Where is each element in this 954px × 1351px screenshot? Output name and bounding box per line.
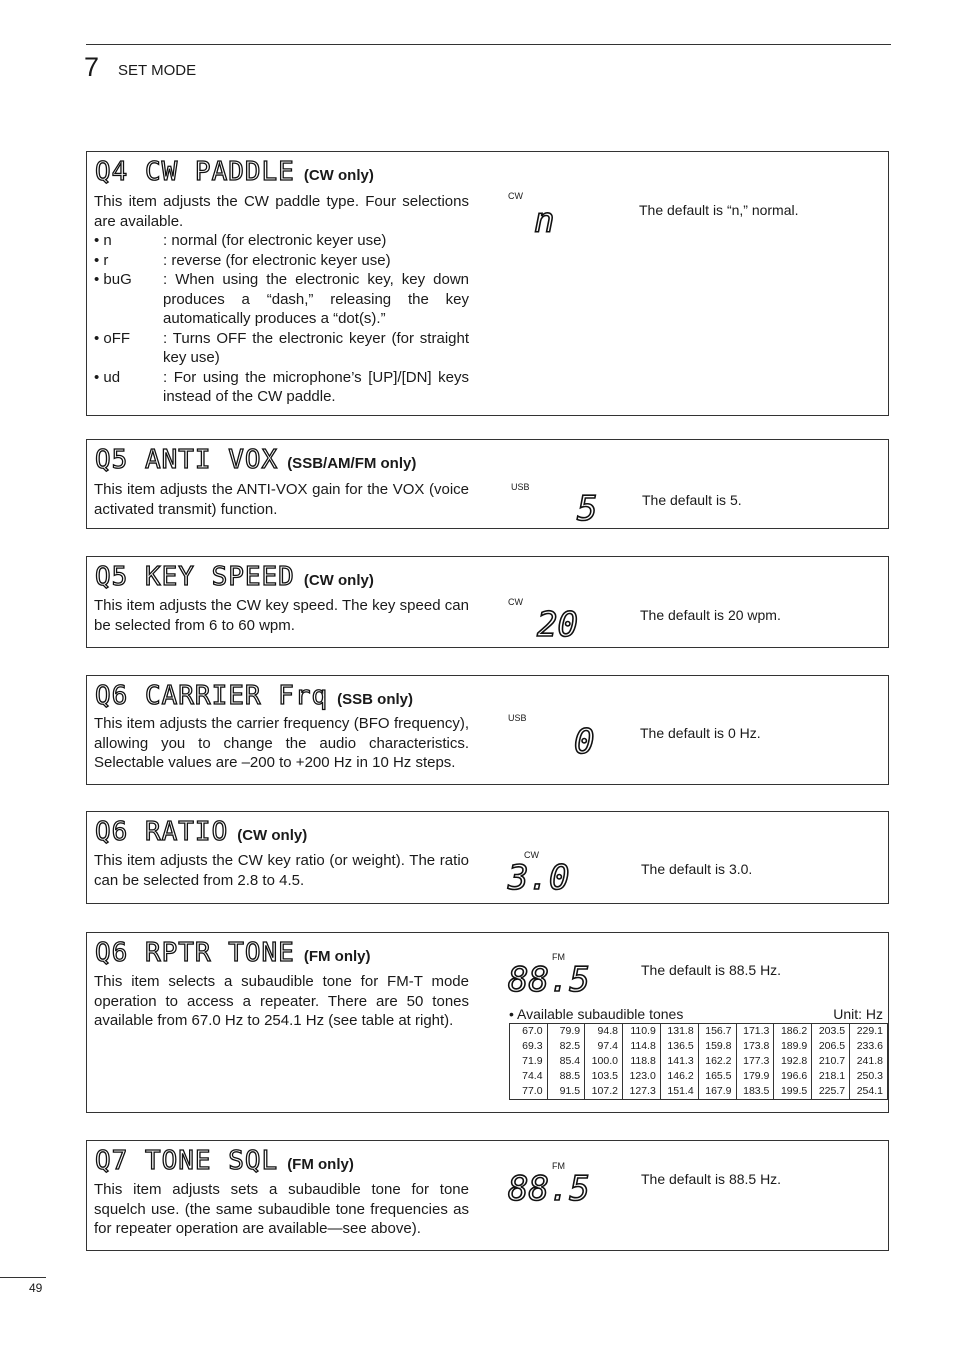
tone-value: 110.9 — [630, 1025, 656, 1037]
option-key: • n — [94, 232, 112, 249]
mode-note: (CW only) — [303, 167, 374, 184]
tones-column — [698, 1024, 736, 1100]
description-text: This item adjusts the CW paddle type. Four selections are available. — [94, 193, 469, 230]
option-key: • buG — [94, 271, 132, 288]
tones-column — [510, 1024, 548, 1100]
lcd-item-title: Q6 RPTR TONE — [95, 938, 295, 968]
tone-value: 250.3 — [856, 1070, 883, 1082]
tones-column — [736, 1024, 774, 1100]
tone-value: 85.4 — [559, 1055, 581, 1067]
mode-note: (CW only) — [303, 572, 374, 589]
option-desc: : When using the electronic key, key down produces a “dash,” releasing the key automatically produces a “dot(s).” — [163, 271, 469, 327]
default-value-text: The default is 0 Hz. — [640, 725, 761, 741]
mode-indicator: CW — [508, 597, 523, 607]
tone-value: 233.6 — [856, 1040, 883, 1052]
option-key: • ud — [94, 368, 121, 386]
section-heading — [95, 939, 371, 967]
item-description — [94, 192, 469, 407]
section-ratio — [86, 811, 889, 904]
tone-value: 159.8 — [705, 1040, 732, 1052]
tone-value: 196.6 — [780, 1070, 808, 1082]
tone-value: 225.7 — [818, 1085, 846, 1097]
tone-value: 74.4 — [522, 1070, 543, 1082]
lcd-item-title: Q7 TONE SQL — [95, 1146, 279, 1176]
tone-value: 88.5 — [559, 1070, 581, 1082]
option-key: • oFF — [94, 329, 131, 347]
tone-value: 123.0 — [629, 1070, 656, 1082]
tone-value: 162.2 — [705, 1055, 732, 1067]
mode-indicator: CW — [524, 850, 539, 860]
chapter-number: 7 — [84, 52, 100, 82]
tone-value: 183.5 — [743, 1085, 770, 1097]
lcd-item-title: Q5 KEY SPEED — [95, 562, 295, 592]
section-anti-vox — [86, 439, 889, 529]
tone-value: 173.8 — [743, 1040, 770, 1052]
option-key: • r — [94, 251, 109, 269]
tones-column — [547, 1024, 585, 1100]
tone-value: 97.4 — [597, 1040, 618, 1052]
lcd-display-value: n — [534, 201, 555, 241]
section-heading — [95, 446, 416, 474]
item-description: This item adjusts the CW key speed. The key speed can be selected from 6 to 60 wpm. — [94, 597, 469, 634]
chapter-title: SET MODE — [118, 62, 197, 79]
tone-value: 146.2 — [667, 1070, 694, 1082]
lcd-display-value: 88.5 — [508, 960, 590, 1000]
tone-value: 241.8 — [856, 1055, 883, 1067]
lcd-display-value: 3.0 — [508, 858, 570, 898]
mode-note: (FM only) — [303, 948, 371, 965]
lcd-item-title: Q4 CW PADDLE — [95, 157, 295, 187]
item-description: This item adjusts sets a subaudible tone for tone squelch use. (the same subaudible tone frequencies as for repeater operation are available—see above). — [94, 1181, 469, 1237]
tone-value: 127.3 — [629, 1085, 656, 1097]
tone-value: 141.3 — [667, 1055, 694, 1067]
mode-indicator: USB — [511, 482, 530, 492]
item-description: This item adjusts the carrier frequency (BFO frequency), allowing you to change the audio characteristics. Selectable values are –200 to +200 Hz in 10 Hz steps. — [94, 715, 469, 771]
tone-value: 103.5 — [591, 1070, 618, 1082]
tone-value: 199.5 — [780, 1085, 808, 1097]
subaudible-tones-table — [509, 1023, 888, 1100]
section-key-speed — [86, 556, 889, 648]
tone-value: 71.9 — [522, 1055, 543, 1067]
option-desc: : reverse (for electronic keyer use) — [163, 251, 391, 269]
tones-column — [585, 1024, 623, 1100]
tones-caption-label: • Available subaudible tones — [509, 1006, 684, 1022]
lcd-item-title: Q6 CARRIER Frq — [95, 681, 329, 711]
section-carrier-frequency — [86, 675, 889, 785]
section-tone-squelch — [86, 1140, 889, 1251]
item-description: This item adjusts the CW key ratio (or weight). The ratio can be selected from 2.8 to 4.5. — [94, 852, 469, 889]
tone-value: 136.5 — [667, 1040, 694, 1052]
tone-value: 218.1 — [818, 1070, 846, 1082]
mode-indicator: FM — [552, 1161, 565, 1171]
mode-note: (SSB only) — [337, 691, 413, 708]
mode-indicator: CW — [508, 191, 523, 201]
page-number: 49 — [29, 1281, 43, 1295]
tone-value: 229.1 — [856, 1025, 883, 1037]
tone-value: 167.9 — [705, 1085, 732, 1097]
option-item — [94, 270, 469, 329]
tone-value: 254.1 — [856, 1085, 883, 1097]
tones-column — [812, 1024, 850, 1100]
header-rule — [86, 44, 891, 45]
tone-value: 203.5 — [818, 1025, 846, 1037]
lcd-display-value: 5 — [577, 489, 598, 529]
default-value-text: The default is 5. — [642, 492, 742, 508]
section-heading — [95, 563, 374, 591]
option-item — [94, 368, 469, 407]
tones-unit-label: Unit: Hz — [833, 1006, 883, 1022]
lcd-item-title: Q6 RATIO — [95, 817, 229, 847]
lcd-display-value: 88.5 — [508, 1169, 590, 1209]
default-value-text: The default is 88.5 Hz. — [641, 1171, 782, 1187]
tones-column — [774, 1024, 812, 1100]
section-cw-paddle — [86, 151, 889, 416]
tone-value: 171.3 — [743, 1025, 770, 1037]
default-value-text: The default is 88.5 Hz. — [641, 962, 782, 978]
default-value-text: The default is “n,” normal. — [639, 202, 799, 218]
tone-value: 210.7 — [818, 1055, 846, 1067]
tone-value: 91.5 — [559, 1085, 581, 1097]
tone-value: 69.3 — [522, 1040, 543, 1052]
tone-value: 186.2 — [780, 1025, 808, 1037]
mode-indicator: USB — [508, 713, 527, 723]
option-item — [94, 231, 469, 251]
tone-value: 79.9 — [559, 1025, 581, 1037]
section-heading — [95, 1147, 354, 1175]
tone-value: 165.5 — [705, 1070, 732, 1082]
option-desc: : Turns OFF the electronic keyer (for straight key use) — [163, 329, 469, 366]
tone-value: 177.3 — [743, 1055, 770, 1067]
tone-value: 107.2 — [591, 1085, 618, 1097]
tone-value: 192.8 — [780, 1055, 808, 1067]
tone-value: 77.0 — [522, 1085, 543, 1097]
footer-rule — [0, 1277, 46, 1278]
mode-note: (CW only) — [237, 827, 308, 844]
item-description: This item adjusts the ANTI-VOX gain for the VOX (voice activated transmit) function. — [94, 481, 469, 518]
tone-value: 179.9 — [743, 1070, 770, 1082]
tone-value: 156.7 — [705, 1025, 732, 1037]
tone-value: 189.9 — [780, 1040, 808, 1052]
option-item — [94, 251, 469, 271]
lcd-item-title: Q5 ANTI VOX — [95, 445, 279, 475]
tone-value: 67.0 — [522, 1025, 543, 1037]
option-item — [94, 329, 469, 368]
mode-note: (FM only) — [287, 1156, 354, 1173]
tone-value: 114.8 — [630, 1040, 656, 1052]
default-value-text: The default is 3.0. — [641, 861, 753, 877]
tone-value: 100.0 — [591, 1055, 618, 1067]
tone-value: 82.5 — [559, 1040, 581, 1052]
section-heading — [95, 682, 413, 710]
tones-column — [850, 1024, 888, 1100]
item-description: This item selects a subaudible tone for FM-T mode operation to access a repeater. There are 50 tones available from 67.0 Hz to 254.1 Hz (see table at right). — [94, 973, 469, 1029]
tones-column — [660, 1024, 698, 1100]
tones-column — [622, 1024, 660, 1100]
mode-indicator: FM — [552, 952, 565, 962]
tone-value: 118.8 — [630, 1055, 656, 1067]
option-desc: : For using the microphone’s [UP]/[DN] keys instead of the CW paddle. — [163, 368, 469, 405]
tone-value: 206.5 — [818, 1040, 846, 1052]
lcd-display-value: 0 — [574, 722, 595, 762]
tone-value: 151.4 — [667, 1085, 694, 1097]
mode-note: (SSB/AM/FM only) — [287, 455, 417, 472]
section-repeater-tone — [86, 932, 889, 1113]
tones-caption — [509, 1006, 883, 1023]
tone-value: 94.8 — [597, 1025, 618, 1037]
tones-table-row — [510, 1024, 888, 1100]
default-value-text: The default is 20 wpm. — [640, 607, 781, 623]
lcd-display-value: 20 — [537, 605, 578, 645]
section-heading — [95, 158, 374, 186]
option-desc: : normal (for electronic keyer use) — [163, 232, 387, 249]
tone-value: 131.8 — [667, 1025, 694, 1037]
section-heading — [95, 818, 307, 846]
